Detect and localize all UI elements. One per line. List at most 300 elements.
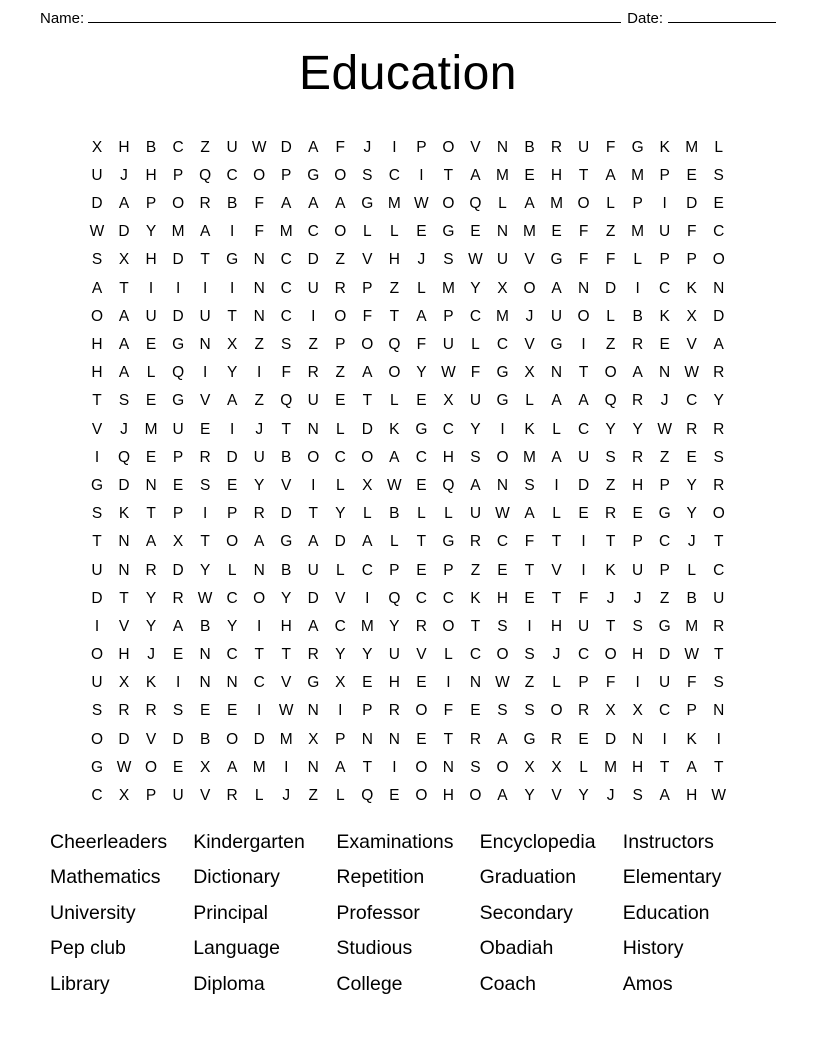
grid-cell[interactable]: C <box>334 617 346 635</box>
grid-cell[interactable]: P <box>362 702 373 720</box>
grid-cell[interactable]: H <box>686 787 698 805</box>
word-list-item[interactable]: History <box>622 937 684 960</box>
grid-cell[interactable]: P <box>578 674 589 692</box>
grid-cell[interactable]: G <box>550 251 563 269</box>
grid-cell[interactable]: E <box>551 223 562 241</box>
grid-cell[interactable]: X <box>443 392 454 410</box>
grid-cell[interactable]: Y <box>199 561 211 579</box>
grid-cell[interactable]: U <box>388 646 400 664</box>
grid-cell[interactable]: H <box>442 787 454 805</box>
grid-cell[interactable]: E <box>578 730 589 748</box>
grid-cell[interactable]: N <box>253 279 265 297</box>
grid-cell[interactable]: I <box>230 279 235 297</box>
grid-cell[interactable]: Z <box>470 561 481 579</box>
grid-cell[interactable]: T <box>605 533 616 551</box>
grid-cell[interactable]: B <box>281 448 292 466</box>
grid-cell[interactable]: Q <box>442 476 455 494</box>
name-input-line[interactable] <box>88 12 621 23</box>
grid-cell[interactable]: A <box>335 758 346 776</box>
grid-cell[interactable]: D <box>91 195 103 213</box>
grid-cell[interactable]: X <box>686 307 697 325</box>
grid-cell[interactable]: I <box>257 617 262 635</box>
grid-cell[interactable]: I <box>662 195 667 213</box>
grid-cell[interactable]: O <box>90 646 104 664</box>
grid-cell[interactable]: H <box>550 617 563 635</box>
grid-cell[interactable]: D <box>118 476 130 494</box>
grid-cell[interactable]: L <box>444 646 453 664</box>
grid-cell[interactable]: I <box>230 420 235 438</box>
grid-cell[interactable]: E <box>497 561 508 579</box>
grid-cell[interactable]: O <box>334 223 347 241</box>
grid-cell[interactable]: R <box>686 420 698 438</box>
grid-cell[interactable]: Q <box>280 392 293 410</box>
grid-cell[interactable]: C <box>415 448 427 466</box>
grid-cell[interactable]: M <box>279 223 293 241</box>
grid-cell[interactable]: E <box>686 448 697 466</box>
grid-cell[interactable]: P <box>389 561 400 579</box>
word-list-item[interactable]: Instructors <box>622 830 714 853</box>
grid-cell[interactable]: H <box>632 646 644 664</box>
grid-cell[interactable]: I <box>311 307 316 325</box>
grid-cell[interactable]: M <box>604 758 618 776</box>
grid-cell[interactable]: C <box>226 589 238 607</box>
grid-cell[interactable]: T <box>659 758 670 776</box>
grid-cell[interactable]: U <box>91 674 103 692</box>
grid-cell[interactable]: F <box>578 251 589 269</box>
grid-cell[interactable]: U <box>226 138 238 156</box>
grid-cell[interactable]: P <box>172 166 184 184</box>
grid-cell[interactable]: J <box>120 166 128 184</box>
grid-cell[interactable]: R <box>145 702 157 720</box>
grid-cell[interactable]: C <box>280 279 292 297</box>
word-list-item[interactable]: Kindergarten <box>193 830 305 853</box>
grid-cell[interactable]: H <box>145 251 157 269</box>
grid-cell[interactable]: S <box>443 251 454 269</box>
grid-cell[interactable]: E <box>524 166 535 184</box>
grid-cell[interactable]: U <box>632 561 644 579</box>
grid-cell[interactable]: N <box>253 307 265 325</box>
grid-cell[interactable]: R <box>415 617 427 635</box>
grid-cell[interactable]: L <box>335 420 345 438</box>
grid-cell[interactable]: E <box>416 476 427 494</box>
grid-cell[interactable]: A <box>497 787 508 805</box>
grid-cell[interactable]: J <box>363 138 372 156</box>
grid-cell[interactable]: O <box>226 730 239 748</box>
grid-cell[interactable]: F <box>281 364 291 382</box>
grid-cell[interactable]: U <box>91 166 103 184</box>
grid-cell[interactable]: U <box>469 505 482 523</box>
grid-cell[interactable]: X <box>362 476 373 494</box>
grid-cell[interactable]: P <box>686 251 697 269</box>
grid-cell[interactable]: N <box>550 364 563 382</box>
grid-cell[interactable]: O <box>361 448 374 466</box>
grid-cell[interactable]: T <box>119 279 129 297</box>
grid-cell[interactable]: X <box>524 364 535 382</box>
grid-cell[interactable]: A <box>308 533 319 551</box>
grid-cell[interactable]: W <box>495 505 510 523</box>
grid-cell[interactable]: L <box>254 787 264 805</box>
word-list-item[interactable]: University <box>50 901 136 924</box>
grid-cell[interactable]: A <box>470 166 481 184</box>
grid-cell[interactable]: Y <box>335 505 346 523</box>
grid-cell[interactable]: Y <box>605 420 616 438</box>
grid-cell[interactable]: P <box>686 702 697 720</box>
grid-cell[interactable]: U <box>577 138 590 156</box>
grid-cell[interactable]: T <box>551 589 562 607</box>
grid-cell[interactable]: N <box>659 364 671 382</box>
grid-cell[interactable]: Z <box>308 787 318 805</box>
word-list-item[interactable]: Graduation <box>479 866 577 889</box>
word-list-item[interactable]: Coach <box>479 972 536 995</box>
grid-cell[interactable]: L <box>471 336 480 354</box>
grid-cell[interactable]: D <box>172 307 184 325</box>
grid-cell[interactable]: C <box>496 533 509 551</box>
grid-cell[interactable]: J <box>552 646 561 664</box>
grid-cell[interactable]: J <box>417 251 426 269</box>
grid-cell[interactable]: R <box>307 646 319 664</box>
grid-cell[interactable]: F <box>686 674 697 692</box>
grid-cell[interactable]: P <box>226 505 238 523</box>
grid-cell[interactable]: R <box>334 279 346 297</box>
grid-cell[interactable]: O <box>361 336 374 354</box>
word-list-item[interactable]: Language <box>193 937 280 960</box>
grid-cell[interactable]: P <box>335 336 346 354</box>
grid-cell[interactable]: O <box>712 251 725 269</box>
grid-cell[interactable]: E <box>226 476 238 494</box>
grid-cell[interactable]: P <box>659 166 670 184</box>
grid-cell[interactable]: O <box>496 448 509 466</box>
grid-cell[interactable]: B <box>199 617 211 635</box>
grid-cell[interactable]: A <box>145 533 157 551</box>
grid-cell[interactable]: I <box>257 702 262 720</box>
grid-cell[interactable]: K <box>605 561 616 579</box>
grid-cell[interactable]: E <box>524 589 535 607</box>
word-list-item[interactable]: Cheerleaders <box>50 830 168 853</box>
grid-cell[interactable]: V <box>199 787 211 805</box>
grid-cell[interactable]: M <box>171 223 185 241</box>
grid-cell[interactable]: Y <box>524 787 535 805</box>
grid-cell[interactable]: G <box>90 476 104 494</box>
grid-cell[interactable]: V <box>551 561 562 579</box>
grid-cell[interactable]: K <box>145 674 157 692</box>
grid-cell[interactable]: E <box>199 420 211 438</box>
grid-cell[interactable]: L <box>444 505 453 523</box>
grid-cell[interactable]: Z <box>605 336 616 354</box>
grid-cell[interactable]: P <box>335 730 346 748</box>
grid-cell[interactable]: A <box>632 364 643 382</box>
grid-cell[interactable]: Y <box>713 392 724 410</box>
grid-cell[interactable]: C <box>172 138 184 156</box>
grid-cell[interactable]: L <box>227 561 237 579</box>
grid-cell[interactable]: T <box>713 533 724 551</box>
grid-cell[interactable]: U <box>713 589 725 607</box>
grid-cell[interactable]: Y <box>578 787 589 805</box>
grid-cell[interactable]: V <box>281 476 292 494</box>
grid-cell[interactable]: A <box>416 307 427 325</box>
word-list-item[interactable]: Repetition <box>336 866 425 889</box>
grid-cell[interactable]: N <box>496 223 509 241</box>
grid-cell[interactable]: S <box>199 476 211 494</box>
grid-cell[interactable]: N <box>118 533 130 551</box>
grid-cell[interactable]: N <box>469 674 482 692</box>
grid-cell[interactable]: J <box>147 646 155 664</box>
grid-cell[interactable]: K <box>118 505 130 523</box>
grid-cell[interactable]: G <box>415 420 428 438</box>
grid-cell[interactable]: S <box>632 617 643 635</box>
grid-cell[interactable]: T <box>578 364 589 382</box>
grid-cell[interactable]: C <box>253 674 265 692</box>
grid-cell[interactable]: W <box>657 420 672 438</box>
grid-cell[interactable]: R <box>118 702 130 720</box>
grid-cell[interactable]: D <box>604 730 617 748</box>
grid-cell[interactable]: A <box>389 448 400 466</box>
grid-cell[interactable]: Y <box>226 364 238 382</box>
grid-cell[interactable]: O <box>253 166 266 184</box>
grid-cell[interactable]: O <box>550 702 563 720</box>
grid-cell[interactable]: I <box>554 476 559 494</box>
grid-cell[interactable]: X <box>172 533 184 551</box>
grid-cell[interactable]: D <box>172 251 184 269</box>
grid-cell[interactable]: U <box>91 561 103 579</box>
grid-cell[interactable]: X <box>199 758 211 776</box>
grid-cell[interactable]: T <box>362 758 373 776</box>
grid-cell[interactable]: R <box>604 505 617 523</box>
grid-cell[interactable]: Z <box>524 674 535 692</box>
grid-cell[interactable]: I <box>446 674 451 692</box>
grid-cell[interactable]: T <box>713 646 724 664</box>
grid-cell[interactable]: S <box>91 251 103 269</box>
grid-cell[interactable]: C <box>226 646 238 664</box>
grid-cell[interactable]: L <box>606 307 615 325</box>
grid-cell[interactable]: S <box>713 166 724 184</box>
grid-cell[interactable]: O <box>577 195 590 213</box>
grid-cell[interactable]: U <box>145 307 157 325</box>
grid-cell[interactable]: M <box>631 223 645 241</box>
grid-cell[interactable]: P <box>172 505 184 523</box>
word-list-item[interactable]: Dictionary <box>193 866 280 889</box>
grid-cell[interactable]: U <box>659 223 671 241</box>
grid-cell[interactable]: B <box>226 195 238 213</box>
grid-cell[interactable]: Z <box>659 589 670 607</box>
grid-cell[interactable]: I <box>175 279 181 297</box>
grid-cell[interactable]: T <box>578 166 589 184</box>
grid-cell[interactable]: I <box>500 420 505 438</box>
grid-cell[interactable]: P <box>632 195 643 213</box>
grid-cell[interactable]: Y <box>335 646 346 664</box>
grid-cell[interactable]: E <box>416 674 427 692</box>
grid-cell[interactable]: N <box>226 674 238 692</box>
grid-cell[interactable]: Z <box>308 336 318 354</box>
grid-cell[interactable]: T <box>254 646 264 664</box>
grid-cell[interactable]: A <box>713 336 724 354</box>
grid-cell[interactable]: I <box>662 730 667 748</box>
grid-cell[interactable]: I <box>527 617 532 635</box>
grid-cell[interactable]: M <box>387 195 401 213</box>
grid-cell[interactable]: H <box>496 589 509 607</box>
grid-cell[interactable]: E <box>578 505 589 523</box>
grid-cell[interactable]: C <box>713 561 725 579</box>
grid-cell[interactable]: D <box>118 223 130 241</box>
grid-cell[interactable]: T <box>551 533 562 551</box>
grid-cell[interactable]: Y <box>632 420 643 438</box>
grid-cell[interactable]: W <box>684 646 699 664</box>
grid-cell[interactable]: F <box>443 702 454 720</box>
grid-cell[interactable]: H <box>388 674 400 692</box>
grid-cell[interactable]: L <box>714 138 724 156</box>
grid-cell[interactable]: G <box>172 392 185 410</box>
grid-cell[interactable]: P <box>659 476 670 494</box>
grid-cell[interactable]: M <box>144 420 158 438</box>
grid-cell[interactable]: Q <box>361 787 374 805</box>
grid-cell[interactable]: U <box>577 617 590 635</box>
grid-cell[interactable]: K <box>686 730 697 748</box>
grid-cell[interactable]: G <box>172 336 185 354</box>
grid-cell[interactable]: S <box>524 646 535 664</box>
grid-cell[interactable]: R <box>226 787 238 805</box>
grid-cell[interactable]: A <box>686 758 697 776</box>
grid-cell[interactable]: G <box>442 533 455 551</box>
grid-cell[interactable]: E <box>659 336 670 354</box>
grid-cell[interactable]: T <box>92 392 102 410</box>
grid-cell[interactable]: O <box>442 195 455 213</box>
grid-cell[interactable]: W <box>468 251 483 269</box>
grid-cell[interactable]: I <box>230 223 235 241</box>
grid-cell[interactable]: I <box>581 336 586 354</box>
grid-cell[interactable]: R <box>550 730 563 748</box>
grid-cell[interactable]: T <box>227 307 237 325</box>
grid-cell[interactable]: A <box>172 617 184 635</box>
grid-cell[interactable]: A <box>281 195 292 213</box>
grid-cell[interactable]: A <box>118 307 130 325</box>
grid-cell[interactable]: H <box>632 758 644 776</box>
grid-cell[interactable]: Y <box>226 617 238 635</box>
grid-cell[interactable]: O <box>226 533 239 551</box>
grid-cell[interactable]: O <box>469 787 482 805</box>
grid-cell[interactable]: X <box>632 702 643 720</box>
grid-cell[interactable]: N <box>442 758 454 776</box>
grid-cell[interactable]: R <box>145 561 157 579</box>
grid-cell[interactable]: R <box>199 195 211 213</box>
grid-cell[interactable]: I <box>94 448 100 466</box>
grid-cell[interactable]: O <box>442 138 455 156</box>
grid-cell[interactable]: D <box>713 307 725 325</box>
grid-cell[interactable]: R <box>577 702 590 720</box>
grid-cell[interactable]: T <box>200 251 210 269</box>
grid-cell[interactable]: W <box>414 195 429 213</box>
grid-cell[interactable]: A <box>362 533 373 551</box>
grid-cell[interactable]: A <box>335 195 346 213</box>
grid-cell[interactable]: I <box>202 505 208 523</box>
grid-cell[interactable]: J <box>660 392 669 410</box>
grid-cell[interactable]: E <box>226 702 238 720</box>
grid-cell[interactable]: C <box>577 420 590 438</box>
grid-cell[interactable]: G <box>658 505 671 523</box>
grid-cell[interactable]: L <box>335 787 345 805</box>
grid-cell[interactable]: N <box>118 561 130 579</box>
grid-cell[interactable]: H <box>280 617 292 635</box>
grid-cell[interactable]: R <box>713 617 725 635</box>
grid-cell[interactable]: W <box>89 223 105 241</box>
grid-cell[interactable]: W <box>441 364 456 382</box>
grid-cell[interactable]: V <box>524 336 535 354</box>
grid-cell[interactable]: Y <box>416 364 427 382</box>
grid-cell[interactable]: L <box>633 251 642 269</box>
grid-cell[interactable]: E <box>416 392 427 410</box>
grid-cell[interactable]: J <box>255 420 264 438</box>
word-list-item[interactable]: Obadiah <box>479 937 554 960</box>
grid-cell[interactable]: P <box>659 561 670 579</box>
grid-cell[interactable]: U <box>172 787 184 805</box>
grid-cell[interactable]: E <box>416 223 427 241</box>
grid-cell[interactable]: C <box>361 561 373 579</box>
grid-cell[interactable]: U <box>307 561 319 579</box>
grid-cell[interactable]: A <box>659 787 670 805</box>
grid-cell[interactable]: S <box>713 448 724 466</box>
grid-cell[interactable]: G <box>550 336 563 354</box>
grid-cell[interactable]: X <box>524 758 535 776</box>
grid-cell[interactable]: F <box>605 138 616 156</box>
grid-cell[interactable]: E <box>416 730 427 748</box>
grid-cell[interactable]: Z <box>389 279 400 297</box>
grid-cell[interactable]: S <box>605 448 616 466</box>
grid-cell[interactable]: C <box>659 702 671 720</box>
grid-cell[interactable]: D <box>172 561 184 579</box>
grid-cell[interactable]: E <box>145 448 157 466</box>
grid-cell[interactable]: A <box>118 336 130 354</box>
grid-cell[interactable]: V <box>686 336 697 354</box>
grid-cell[interactable]: S <box>497 617 508 635</box>
grid-cell[interactable]: O <box>415 702 428 720</box>
grid-cell[interactable]: N <box>307 702 319 720</box>
grid-cell[interactable]: C <box>307 223 319 241</box>
grid-cell[interactable]: C <box>713 223 725 241</box>
grid-cell[interactable]: V <box>470 138 481 156</box>
word-list-item[interactable]: Encyclopedia <box>479 830 596 853</box>
grid-cell[interactable]: G <box>307 674 320 692</box>
grid-cell[interactable]: U <box>172 420 184 438</box>
grid-cell[interactable]: V <box>416 646 427 664</box>
grid-cell[interactable]: I <box>635 279 640 297</box>
word-list-item[interactable]: College <box>336 972 403 995</box>
grid-cell[interactable]: O <box>442 617 455 635</box>
grid-cell[interactable]: L <box>552 505 561 523</box>
grid-cell[interactable]: E <box>470 223 481 241</box>
grid-cell[interactable]: A <box>551 279 562 297</box>
grid-cell[interactable]: T <box>92 533 102 551</box>
grid-cell[interactable]: D <box>280 138 292 156</box>
grid-cell[interactable]: Q <box>469 195 482 213</box>
grid-cell[interactable]: J <box>606 787 615 805</box>
grid-cell[interactable]: D <box>226 448 238 466</box>
grid-cell[interactable]: C <box>442 589 454 607</box>
grid-cell[interactable]: Z <box>200 138 210 156</box>
grid-cell[interactable]: X <box>551 758 562 776</box>
grid-cell[interactable]: S <box>172 702 184 720</box>
grid-cell[interactable]: L <box>335 476 345 494</box>
grid-cell[interactable]: S <box>524 702 535 720</box>
grid-cell[interactable]: Z <box>605 476 616 494</box>
grid-cell[interactable]: D <box>334 533 346 551</box>
grid-cell[interactable]: Q <box>604 392 617 410</box>
grid-cell[interactable]: A <box>91 279 103 297</box>
grid-cell[interactable]: O <box>415 787 428 805</box>
grid-cell[interactable]: Z <box>335 364 346 382</box>
grid-cell[interactable]: Z <box>605 223 616 241</box>
grid-cell[interactable]: F <box>470 364 481 382</box>
grid-cell[interactable]: C <box>388 166 400 184</box>
grid-cell[interactable]: G <box>90 758 104 776</box>
grid-cell[interactable]: L <box>606 195 615 213</box>
